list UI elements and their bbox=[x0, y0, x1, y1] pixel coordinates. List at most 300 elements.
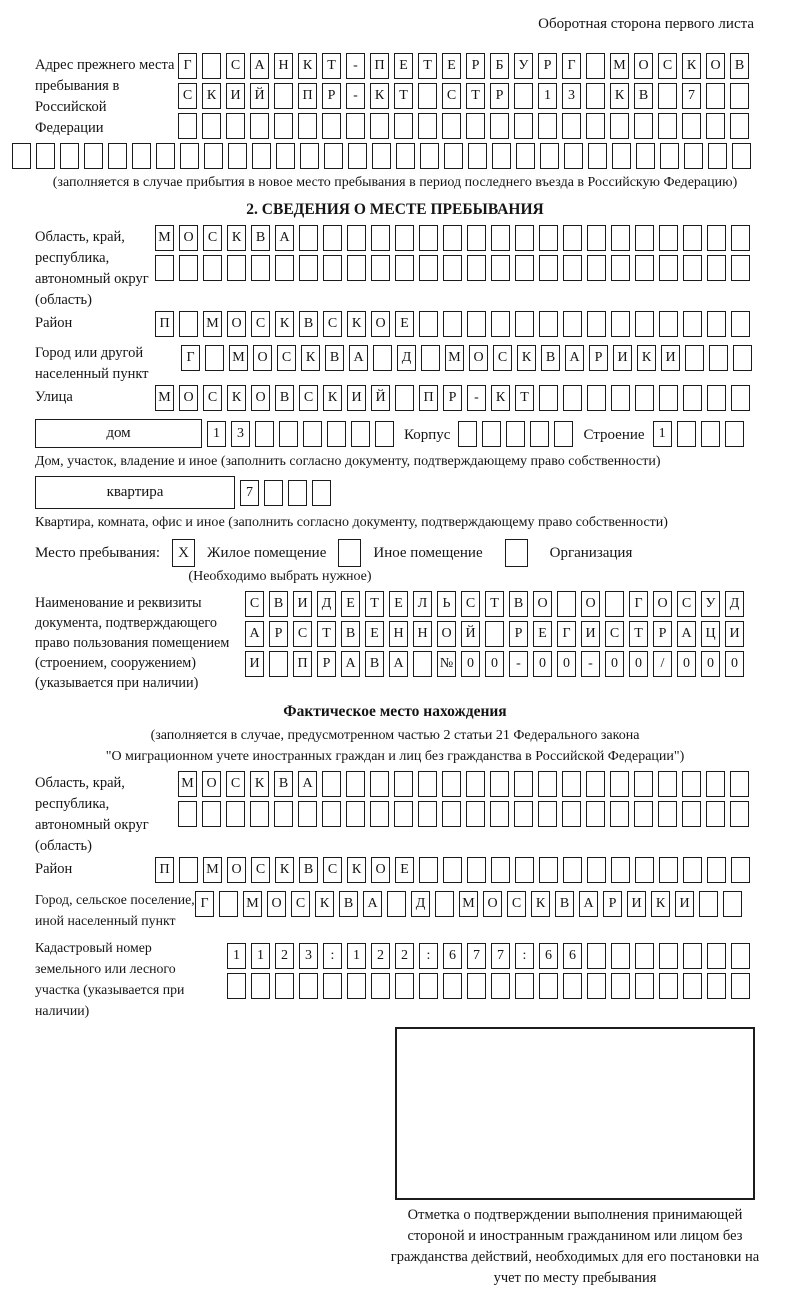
char-cell bbox=[467, 225, 486, 251]
char-cell: О bbox=[251, 385, 270, 411]
char-cell: С bbox=[178, 83, 197, 109]
char-cell bbox=[563, 385, 582, 411]
char-cell: В bbox=[341, 621, 360, 647]
char-cell bbox=[394, 801, 413, 827]
char-cell bbox=[635, 857, 654, 883]
char-cell: В bbox=[275, 385, 294, 411]
char-cell bbox=[491, 857, 510, 883]
char-cell bbox=[467, 973, 486, 999]
char-cell bbox=[156, 143, 175, 169]
char-cell bbox=[370, 801, 389, 827]
char-cell: / bbox=[653, 651, 672, 677]
char-cell bbox=[635, 973, 654, 999]
char-cell bbox=[562, 113, 581, 139]
char-cell bbox=[419, 973, 438, 999]
char-cell: О bbox=[371, 857, 390, 883]
char-cell bbox=[683, 973, 702, 999]
char-cell: К bbox=[323, 385, 342, 411]
char-cell: Е bbox=[395, 857, 414, 883]
char-cell bbox=[299, 255, 318, 281]
char-cell bbox=[514, 801, 533, 827]
char-cell bbox=[491, 225, 510, 251]
char-cell: Е bbox=[533, 621, 552, 647]
char-cell bbox=[587, 255, 606, 281]
char-cell bbox=[346, 113, 365, 139]
char-cell: М bbox=[229, 345, 248, 371]
char-cell: 0 bbox=[485, 651, 504, 677]
char-cell: К bbox=[491, 385, 510, 411]
char-cell: К bbox=[682, 53, 701, 79]
char-cell bbox=[706, 801, 725, 827]
char-cell: К bbox=[370, 83, 389, 109]
char-cell: Р bbox=[589, 345, 608, 371]
char-cell bbox=[288, 480, 307, 506]
char-row bbox=[653, 421, 744, 447]
char-cell: М bbox=[445, 345, 464, 371]
char-cell: П bbox=[370, 53, 389, 79]
char-cell: О bbox=[179, 385, 198, 411]
char-cell bbox=[347, 225, 366, 251]
char-cell: С bbox=[245, 591, 264, 617]
char-cell: К bbox=[301, 345, 320, 371]
char-cell: Р bbox=[269, 621, 288, 647]
char-cell bbox=[611, 973, 630, 999]
char-cell bbox=[706, 83, 725, 109]
fact-region-row bbox=[35, 771, 800, 857]
char-cell bbox=[264, 480, 283, 506]
char-cell bbox=[586, 53, 605, 79]
char-cell: О bbox=[483, 891, 502, 917]
char-cell: К bbox=[610, 83, 629, 109]
char-cell: С bbox=[291, 891, 310, 917]
char-cell: И bbox=[347, 385, 366, 411]
char-cell bbox=[419, 857, 438, 883]
char-cell: О bbox=[227, 857, 246, 883]
char-cell bbox=[179, 311, 198, 337]
char-cell: Т bbox=[322, 53, 341, 79]
cadastral-rows bbox=[227, 943, 750, 1003]
char-cell bbox=[490, 771, 509, 797]
char-cell bbox=[226, 113, 245, 139]
char-cell: 0 bbox=[677, 651, 696, 677]
char-cell bbox=[587, 225, 606, 251]
char-cell: К bbox=[517, 345, 536, 371]
char-cell: Т bbox=[418, 53, 437, 79]
char-cell: В bbox=[251, 225, 270, 251]
char-cell bbox=[466, 113, 485, 139]
char-cell: Г bbox=[178, 53, 197, 79]
checkbox-zhiloe: X bbox=[172, 539, 195, 567]
char-cell: О bbox=[371, 311, 390, 337]
char-cell bbox=[731, 973, 750, 999]
char-cell: Т bbox=[515, 385, 534, 411]
fact-district-label: Район bbox=[35, 861, 73, 877]
checkbox-inoe bbox=[338, 539, 361, 567]
char-cell: В bbox=[299, 311, 318, 337]
char-row bbox=[12, 143, 800, 169]
char-cell: 1 bbox=[538, 83, 557, 109]
char-cell bbox=[275, 255, 294, 281]
char-cell bbox=[370, 771, 389, 797]
char-cell: С bbox=[461, 591, 480, 617]
char-cell bbox=[611, 857, 630, 883]
char-cell bbox=[636, 143, 655, 169]
char-row bbox=[240, 480, 331, 506]
char-cell: О bbox=[253, 345, 272, 371]
fact-city-label: Город, сельское поселение, иной населенный пункт bbox=[35, 892, 195, 928]
char-cell bbox=[467, 255, 486, 281]
char-cell: М bbox=[155, 385, 174, 411]
char-cell: Е bbox=[341, 591, 360, 617]
char-cell bbox=[514, 113, 533, 139]
char-cell: Р bbox=[322, 83, 341, 109]
char-cell bbox=[587, 385, 606, 411]
char-cell bbox=[250, 113, 269, 139]
char-cell bbox=[699, 891, 718, 917]
char-row bbox=[155, 857, 750, 883]
char-cell: П bbox=[293, 651, 312, 677]
char-cell: К bbox=[347, 857, 366, 883]
char-cell bbox=[395, 385, 414, 411]
char-cell bbox=[586, 113, 605, 139]
char-cell: О bbox=[469, 345, 488, 371]
char-cell bbox=[274, 83, 293, 109]
char-cell: В bbox=[299, 857, 318, 883]
char-cell: А bbox=[349, 345, 368, 371]
char-cell bbox=[634, 771, 653, 797]
char-cell bbox=[346, 801, 365, 827]
char-cell: К bbox=[347, 311, 366, 337]
char-cell bbox=[418, 113, 437, 139]
char-cell bbox=[303, 421, 322, 447]
char-cell bbox=[250, 801, 269, 827]
char-cell bbox=[442, 801, 461, 827]
char-cell bbox=[709, 345, 728, 371]
char-cell: О bbox=[706, 53, 725, 79]
char-cell bbox=[458, 421, 477, 447]
char-cell bbox=[682, 801, 701, 827]
char-cell: И bbox=[226, 83, 245, 109]
char-cell bbox=[539, 857, 558, 883]
char-cell bbox=[539, 225, 558, 251]
char-row bbox=[178, 83, 749, 109]
char-cell: 6 bbox=[563, 943, 582, 969]
char-cell bbox=[634, 113, 653, 139]
char-cell bbox=[635, 385, 654, 411]
char-cell bbox=[538, 771, 557, 797]
char-cell bbox=[605, 591, 624, 617]
apartment-row bbox=[35, 476, 800, 509]
char-cell bbox=[490, 113, 509, 139]
char-cell bbox=[443, 973, 462, 999]
char-cell: О bbox=[227, 311, 246, 337]
char-cell: С bbox=[658, 53, 677, 79]
char-cell: 2 bbox=[371, 943, 390, 969]
char-cell: У bbox=[514, 53, 533, 79]
char-cell: Р bbox=[466, 53, 485, 79]
char-cell: А bbox=[341, 651, 360, 677]
char-cell: В bbox=[365, 651, 384, 677]
house-word-box: дом bbox=[35, 419, 202, 448]
char-cell: С bbox=[299, 385, 318, 411]
char-cell: О bbox=[179, 225, 198, 251]
stay-option-inoe-label: Иное помещение bbox=[373, 544, 483, 561]
char-cell: : bbox=[515, 943, 534, 969]
char-row bbox=[155, 311, 750, 337]
apartment-word-box: квартира bbox=[35, 476, 235, 509]
char-cell: П bbox=[298, 83, 317, 109]
char-cell bbox=[202, 53, 221, 79]
char-cell bbox=[563, 973, 582, 999]
char-cell: 3 bbox=[299, 943, 318, 969]
char-cell bbox=[298, 113, 317, 139]
char-cell: В bbox=[555, 891, 574, 917]
char-cell: А bbox=[389, 651, 408, 677]
char-cell bbox=[346, 771, 365, 797]
char-cell: : bbox=[323, 943, 342, 969]
char-cell bbox=[348, 143, 367, 169]
char-cell bbox=[413, 651, 432, 677]
char-cell bbox=[298, 801, 317, 827]
char-cell bbox=[659, 973, 678, 999]
char-cell: - bbox=[509, 651, 528, 677]
char-cell bbox=[202, 113, 221, 139]
char-cell bbox=[677, 421, 696, 447]
char-cell bbox=[658, 801, 677, 827]
char-cell bbox=[132, 143, 151, 169]
char-cell bbox=[610, 801, 629, 827]
char-cell bbox=[708, 143, 727, 169]
char-cell bbox=[312, 480, 331, 506]
char-cell bbox=[685, 345, 704, 371]
char-cell: С bbox=[605, 621, 624, 647]
region-row bbox=[35, 225, 800, 311]
char-cell bbox=[443, 857, 462, 883]
char-cell bbox=[84, 143, 103, 169]
char-cell bbox=[419, 255, 438, 281]
char-cell: Т bbox=[466, 83, 485, 109]
char-cell: Ц bbox=[701, 621, 720, 647]
char-cell: 0 bbox=[557, 651, 576, 677]
char-cell bbox=[179, 857, 198, 883]
char-cell bbox=[251, 973, 270, 999]
char-cell bbox=[530, 421, 549, 447]
char-cell bbox=[322, 771, 341, 797]
char-cell bbox=[683, 385, 702, 411]
char-cell bbox=[683, 943, 702, 969]
fact-region-rows bbox=[178, 771, 749, 831]
char-cell bbox=[659, 385, 678, 411]
char-cell: П bbox=[155, 857, 174, 883]
char-cell bbox=[394, 771, 413, 797]
header-note: Оборотная сторона первого листа bbox=[538, 16, 754, 32]
char-cell: 2 bbox=[395, 943, 414, 969]
char-cell bbox=[420, 143, 439, 169]
char-cell bbox=[396, 143, 415, 169]
char-cell: Е bbox=[395, 311, 414, 337]
char-cell bbox=[421, 345, 440, 371]
char-cell: Р bbox=[509, 621, 528, 647]
char-cell: 1 bbox=[227, 943, 246, 969]
char-cell: 0 bbox=[629, 651, 648, 677]
char-cell: Ь bbox=[437, 591, 456, 617]
char-cell: К bbox=[315, 891, 334, 917]
char-cell bbox=[658, 113, 677, 139]
char-cell: М bbox=[459, 891, 478, 917]
char-cell: Г bbox=[557, 621, 576, 647]
char-cell: К bbox=[531, 891, 550, 917]
char-cell bbox=[730, 83, 749, 109]
char-cell bbox=[659, 943, 678, 969]
cadastral-row bbox=[35, 935, 800, 1021]
char-cell bbox=[611, 225, 630, 251]
char-cell: И bbox=[293, 591, 312, 617]
char-cell bbox=[587, 973, 606, 999]
char-cell: - bbox=[346, 53, 365, 79]
char-cell: № bbox=[437, 651, 456, 677]
char-cell: К bbox=[227, 385, 246, 411]
char-cell bbox=[514, 771, 533, 797]
char-cell: С bbox=[323, 311, 342, 337]
char-cell bbox=[516, 143, 535, 169]
city-label: Город или другой населенный пункт bbox=[35, 345, 149, 382]
char-cell bbox=[205, 345, 224, 371]
char-cell: 1 bbox=[251, 943, 270, 969]
char-cell: 1 bbox=[653, 421, 672, 447]
char-cell bbox=[707, 311, 726, 337]
char-cell: К bbox=[227, 225, 246, 251]
korpus-label: Корпус bbox=[404, 427, 451, 443]
char-cell bbox=[562, 801, 581, 827]
char-cell: М bbox=[155, 225, 174, 251]
char-cell bbox=[706, 113, 725, 139]
char-cell: С bbox=[677, 591, 696, 617]
char-cell: 3 bbox=[231, 421, 250, 447]
char-cell bbox=[707, 943, 726, 969]
prev-address-block bbox=[35, 53, 800, 143]
char-cell: В bbox=[274, 771, 293, 797]
char-cell bbox=[435, 891, 454, 917]
char-cell bbox=[539, 385, 558, 411]
char-cell bbox=[467, 311, 486, 337]
document-label: Наименование и реквизиты документа, подтверждающего право пользования помещением (строением, сооружением) (указывается при наличии) bbox=[35, 595, 230, 691]
char-cell: К bbox=[250, 771, 269, 797]
char-cell: Р bbox=[538, 53, 557, 79]
char-cell bbox=[683, 311, 702, 337]
char-cell bbox=[587, 943, 606, 969]
char-cell: Й bbox=[461, 621, 480, 647]
char-cell bbox=[108, 143, 127, 169]
char-cell bbox=[491, 255, 510, 281]
confirmation-mark-box bbox=[395, 1027, 755, 1200]
char-cell: Д bbox=[317, 591, 336, 617]
char-cell: О bbox=[437, 621, 456, 647]
char-cell bbox=[539, 255, 558, 281]
char-cell bbox=[554, 421, 573, 447]
stay-label: Место пребывания: bbox=[35, 544, 160, 561]
char-cell bbox=[276, 143, 295, 169]
char-row bbox=[178, 801, 749, 827]
city-row bbox=[35, 341, 800, 385]
char-cell: Е bbox=[389, 591, 408, 617]
apartment-note: Квартира, комната, офис и иное (заполнить согласно документу, подтверждающему право собственности) bbox=[35, 515, 668, 530]
char-cell bbox=[725, 421, 744, 447]
char-cell bbox=[419, 225, 438, 251]
char-cell: 7 bbox=[491, 943, 510, 969]
char-cell: С bbox=[251, 857, 270, 883]
char-cell bbox=[563, 225, 582, 251]
char-cell bbox=[395, 973, 414, 999]
char-cell bbox=[515, 973, 534, 999]
document-rows bbox=[245, 591, 744, 681]
char-cell bbox=[515, 311, 534, 337]
char-cell bbox=[442, 113, 461, 139]
char-cell: А bbox=[250, 53, 269, 79]
char-cell bbox=[395, 225, 414, 251]
char-cell bbox=[443, 225, 462, 251]
char-cell bbox=[732, 143, 751, 169]
char-cell: С bbox=[507, 891, 526, 917]
char-cell: А bbox=[363, 891, 382, 917]
char-cell bbox=[274, 113, 293, 139]
char-cell bbox=[731, 943, 750, 969]
confirmation-caption: Отметка о подтверждении выполнения принимающей стороной и иностранным гражданином или лицом без гражданства действий, необходимых для его постановки на учет по месту пребывания bbox=[390, 1207, 760, 1286]
stroenie-label: Строение bbox=[583, 427, 645, 443]
char-cell bbox=[466, 801, 485, 827]
char-cell: 6 bbox=[539, 943, 558, 969]
char-cell: И bbox=[627, 891, 646, 917]
char-row bbox=[245, 591, 744, 617]
char-cell: Н bbox=[274, 53, 293, 79]
char-cell bbox=[683, 225, 702, 251]
char-cell: С bbox=[251, 311, 270, 337]
char-row bbox=[207, 421, 394, 447]
char-cell: 0 bbox=[725, 651, 744, 677]
char-cell bbox=[275, 973, 294, 999]
char-cell bbox=[707, 225, 726, 251]
char-row bbox=[181, 345, 752, 371]
char-cell bbox=[204, 143, 223, 169]
char-cell: Т bbox=[365, 591, 384, 617]
char-cell: У bbox=[701, 591, 720, 617]
char-cell bbox=[375, 421, 394, 447]
char-cell bbox=[322, 113, 341, 139]
char-cell bbox=[418, 801, 437, 827]
char-cell bbox=[373, 345, 392, 371]
char-row bbox=[227, 973, 750, 999]
char-cell: И bbox=[725, 621, 744, 647]
char-cell: В bbox=[730, 53, 749, 79]
char-cell: С bbox=[203, 385, 222, 411]
char-cell bbox=[442, 771, 461, 797]
char-cell: И bbox=[581, 621, 600, 647]
char-cell: Т bbox=[317, 621, 336, 647]
char-cell bbox=[514, 83, 533, 109]
char-cell: А bbox=[677, 621, 696, 647]
char-row bbox=[245, 651, 744, 677]
section2-title: 2. СВЕДЕНИЯ О МЕСТЕ ПРЕБЫВАНИЯ bbox=[246, 201, 544, 218]
char-cell bbox=[299, 225, 318, 251]
char-cell: Н bbox=[389, 621, 408, 647]
char-cell bbox=[730, 771, 749, 797]
char-cell bbox=[226, 801, 245, 827]
char-cell bbox=[202, 801, 221, 827]
char-cell bbox=[610, 113, 629, 139]
checkbox-organizatsiya bbox=[505, 539, 528, 567]
prev-address-note: (заполняется в случае прибытия в новое место пребывания в период последнего въезда в Российскую Федерацию) bbox=[52, 175, 738, 190]
char-cell bbox=[539, 973, 558, 999]
char-cell: - bbox=[346, 83, 365, 109]
